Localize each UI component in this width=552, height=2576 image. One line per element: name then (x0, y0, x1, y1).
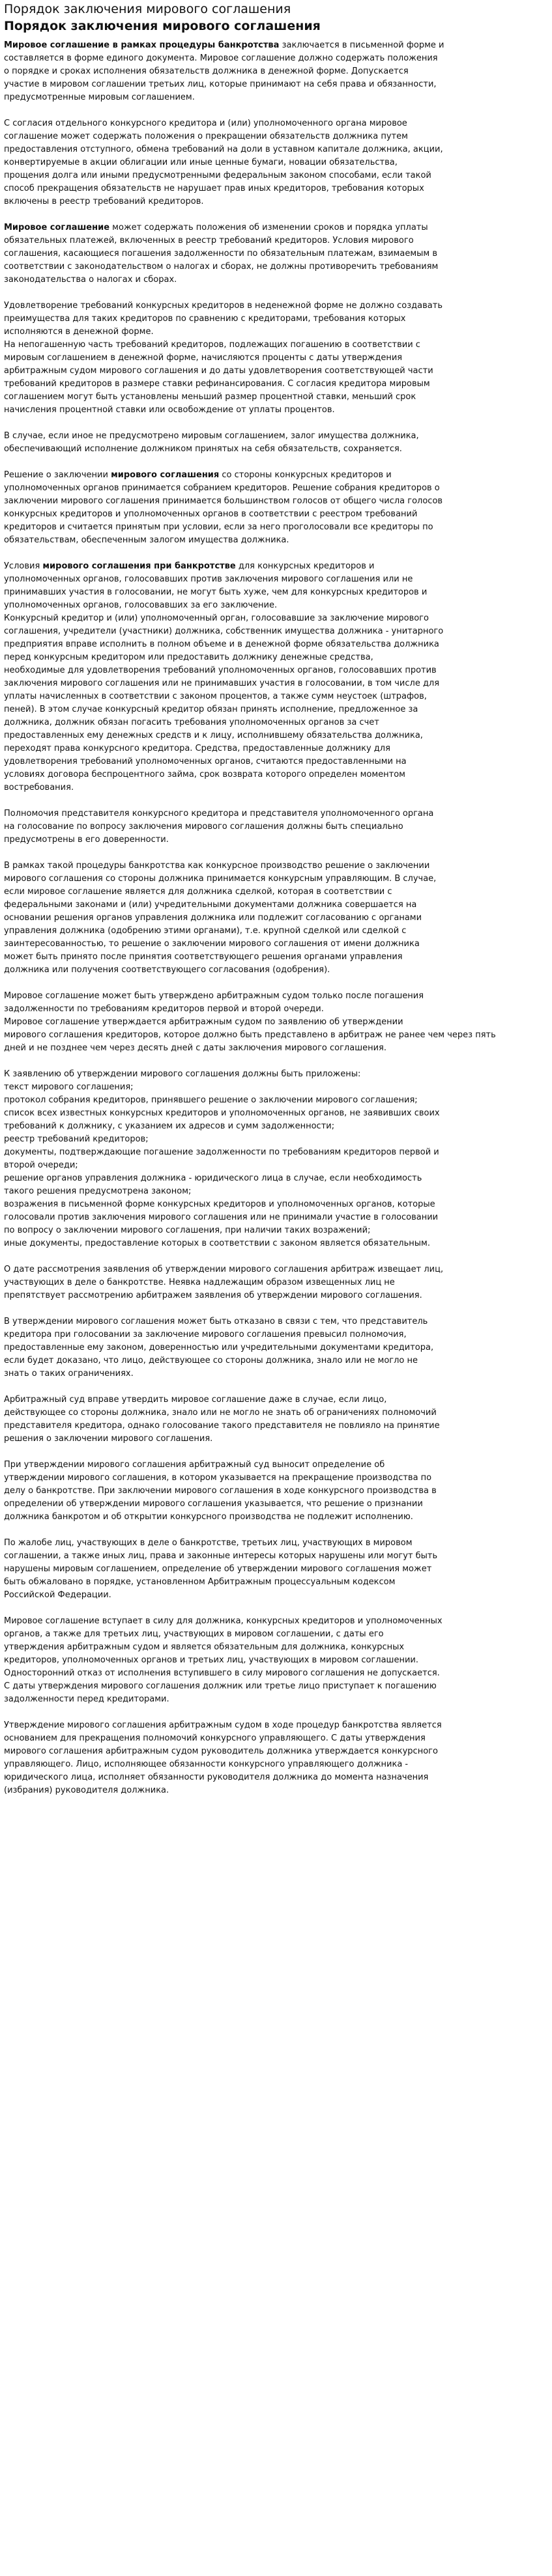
text-segment: законодательства о налогах и сборах. (4, 275, 177, 285)
text-line (4, 1563, 548, 1576)
text-line (4, 1081, 548, 1094)
text-segment: соответствии с законодательством о налогах и сборах, не должны противоречить требованиям (4, 262, 439, 272)
text-segment: второй очереди; (4, 1160, 78, 1170)
text-line (4, 469, 548, 482)
paragraph (4, 807, 548, 847)
text-line (4, 430, 548, 443)
text-line (4, 860, 548, 873)
text-segment: дней и не позднее чем через десять дней с даты заключения мирового соглашения. (4, 1043, 386, 1053)
text-segment: соглашения, учредители (участники) должника, собственник имущества должника - унитарного (4, 626, 444, 636)
text-segment: С согласия отдельного конкурсного кредитора и (или) уполномоченного органа мировое (4, 119, 407, 128)
text-line (4, 1433, 548, 1446)
text-line (4, 143, 548, 156)
text-segment: Условия (4, 561, 43, 571)
text-line (4, 1224, 548, 1237)
text-line (4, 52, 548, 65)
text-line (4, 1029, 548, 1042)
paragraph (4, 1459, 548, 1524)
text-segment: заключается в письменной форме и (279, 40, 444, 50)
text-segment: соглашении, а также иных лиц, права и законные интересы которых нарушены или могут быть (4, 1551, 438, 1561)
text-segment: управляющего. Лицо, исполняющее обязанности конкурсного управляющего должника - (4, 1759, 409, 1769)
text-line (4, 91, 548, 104)
text-line (4, 781, 548, 794)
text-segment: На непогашенную часть требований кредиторов, подлежащих погашению в соответствии с (4, 340, 420, 350)
bold-term: мирового соглашения (111, 470, 220, 480)
text-segment: документы, подтверждающие погашение задолженности по требованиям кредиторов первой и (4, 1147, 439, 1157)
text-segment: задолженности по требованиям кредиторов первой и второй очереди. (4, 1004, 324, 1014)
paragraph (4, 1537, 548, 1602)
text-segment: перед конкурсным кредитором или предоставить должнику денежные средства, (4, 652, 373, 662)
paragraph (4, 300, 548, 417)
text-line (4, 1732, 548, 1745)
text-segment: управления должника (одобрению этими органами), т.е. крупной сделкой или сделкой с (4, 926, 407, 936)
text-segment: нарушены мировым соглашением, определение об утверждении мирового соглашения может (4, 1564, 432, 1574)
text-segment: мировым соглашением в денежной форме, начисляются проценты с даты утверждения (4, 353, 403, 363)
text-segment: текст мирового соглашения; (4, 1082, 134, 1092)
text-segment: должника, должник обязан погасить требования уполномоченных органов за счет (4, 718, 379, 727)
text-line (4, 273, 548, 287)
bold-term: Мировое соглашение в рамках процедуры банкротства (4, 40, 280, 50)
text-segment: мирового соглашения кредиторов, которое должно быть представлено в арбитраж не ранее чем через пять (4, 1030, 496, 1040)
text-line (4, 365, 548, 378)
text-segment: для конкурсных кредиторов и (235, 561, 375, 571)
text-line (4, 117, 548, 130)
text-segment: По жалобе лиц, участвующих в деле о банкротстве, третьих лиц, участвующих в мировом (4, 1538, 413, 1548)
text-line (4, 1550, 548, 1563)
text-line (4, 221, 548, 234)
text-segment: В рамках такой процедуры банкротства как конкурсное производство решение о заключении (4, 861, 430, 871)
text-segment: кредиторов и считается принятым при условии, если за него проголосовали все кредиторы по (4, 522, 433, 532)
text-segment: конкурсных кредиторов и уполномоченных органов в соответствии с реестром требований (4, 509, 418, 519)
text-segment: протокол собрания кредиторов, принявшего решение о заключении мирового соглашения; (4, 1095, 418, 1105)
text-line (4, 938, 548, 951)
text-segment: арбитражным судом мирового соглашения и до даты удовлетворения соответствующей части (4, 366, 433, 376)
paragraph (4, 1068, 548, 1250)
text-line (4, 495, 548, 508)
text-line (4, 521, 548, 534)
text-segment: предоставленные ему законом, доверенностью или учредительными документами кредитора, (4, 1343, 434, 1352)
text-line (4, 886, 548, 899)
text-line (4, 1276, 548, 1289)
text-segment: востребования. (4, 783, 74, 792)
bold-term: мирового соглашения при банкротстве (42, 561, 236, 571)
text-line (4, 1289, 548, 1302)
text-segment: предусмотрены в его доверенности. (4, 835, 169, 845)
text-line (4, 1771, 548, 1784)
text-line (4, 677, 548, 690)
text-line (4, 1341, 548, 1354)
text-line (4, 651, 548, 664)
text-segment: составляется в форме единого документа. Мировое соглашение должно содержать положения (4, 53, 438, 63)
text-segment: уполномоченных органов, голосовавших против заключения мирового соглашения или не (4, 574, 413, 584)
paragraph (4, 1315, 548, 1380)
text-line (4, 508, 548, 521)
text-line (4, 1263, 548, 1276)
text-segment: участвующих в деле о банкротстве. Неявка надлежащим образом извещенных лиц не (4, 1278, 395, 1287)
paragraph (4, 221, 548, 287)
text-line (4, 300, 548, 313)
text-segment: Российской Федерации. (4, 1590, 111, 1600)
text-segment: Арбитражный суд вправе утвердить мировое соглашение даже в случае, если лицо, (4, 1395, 387, 1405)
text-segment: Мировое соглашение может быть утверждено арбитражным судом только после погашения (4, 991, 424, 1001)
text-segment: утверждения арбитражным судом и является обязательным для должника, конкурсных (4, 1642, 405, 1652)
text-line (4, 820, 548, 833)
text-line (4, 169, 548, 182)
text-segment: может содержать положения об изменении сроков и порядка уплаты (109, 223, 428, 232)
text-line (4, 1667, 548, 1680)
text-line (4, 156, 548, 169)
text-segment: федеральными законами и (или) учредительными документами должника совершается на (4, 900, 417, 910)
text-line (4, 352, 548, 365)
text-segment: мирового соглашения арбитражным судом руководитель должника утверждается конкурсного (4, 1746, 438, 1756)
text-line (4, 638, 548, 651)
text-line (4, 612, 548, 625)
text-line (4, 755, 548, 768)
text-segment: Полномочия представителя конкурсного кредитора и представителя уполномоченного органа (4, 809, 434, 819)
paragraph (4, 1263, 548, 1302)
text-line (4, 378, 548, 391)
text-line (4, 925, 548, 938)
text-line (4, 313, 548, 326)
text-segment: кредиторов, уполномоченных органов и третьих лиц, участвующих в мировом соглашении. (4, 1655, 418, 1665)
paragraph (4, 990, 548, 1055)
text-segment: должника или получения соответствующего согласования (одобрения). (4, 965, 330, 975)
text-line (4, 39, 548, 52)
text-line (4, 599, 548, 612)
text-line (4, 664, 548, 677)
text-line (4, 1094, 548, 1107)
text-segment: представителя кредитора, однако голосование такого представителя не повлияло на принятие (4, 1421, 440, 1431)
text-line (4, 1615, 548, 1628)
text-line (4, 326, 548, 339)
text-line (4, 1459, 548, 1472)
text-line (4, 1576, 548, 1589)
text-line (4, 873, 548, 886)
text-line (4, 1589, 548, 1602)
text-segment: быть обжаловано в порядке, установленном Арбитражным процессуальным кодексом (4, 1577, 396, 1587)
paragraph (4, 117, 548, 208)
text-segment: С даты утверждения мирового соглашения должник или третье лицо приступает к погашению (4, 1681, 437, 1691)
text-segment: основании решения органов управления должника или подлежит согласованию с органами (4, 913, 422, 923)
text-line (4, 1016, 548, 1029)
text-segment: такого решения предусмотрена законом; (4, 1186, 192, 1196)
text-segment: возражения в письменной форме конкурсных кредиторов и уполномоченных органов, которые (4, 1199, 435, 1209)
text-segment: удовлетворения требований уполномоченных органов, считаются предоставленными на (4, 757, 407, 766)
text-line (4, 1172, 548, 1185)
text-segment: препятствует рассмотрению арбитражем заявления об утверждении мирового соглашения. (4, 1291, 422, 1300)
text-segment: К заявлению об утверждении мирового соглашения должны быть приложены: (4, 1069, 361, 1079)
text-line (4, 1159, 548, 1172)
text-segment: Мировое соглашение вступает в силу для должника, конкурсных кредиторов и уполномоченных (4, 1616, 443, 1626)
text-line (4, 1003, 548, 1016)
text-segment: если мировое соглашение является для должника сделкой, которая в соответствии с (4, 887, 392, 897)
text-line (4, 1498, 548, 1511)
text-line (4, 768, 548, 781)
text-segment: начисления процентной ставки или освобождение от уплаты процентов. (4, 405, 335, 415)
text-segment: уплаты начисленных в соответствии с законом процентов, а также сумм неустоек (штрафов, (4, 692, 427, 701)
text-segment: пеней). В этом случае конкурсный кредитор обязан принять исполнение, предложенное за (4, 705, 418, 714)
text-segment: список всех известных конкурсных кредиторов и уполномоченных органов, не заявивших своих (4, 1108, 440, 1118)
text-segment: уполномоченных органов принимается собранием кредиторов. Решение собрания кредиторов о (4, 483, 440, 493)
text-segment: должника банкротом и об открытии конкурсного производства не подлежит исполнению. (4, 1512, 413, 1522)
text-line (4, 1641, 548, 1654)
text-line (4, 1407, 548, 1420)
text-segment: необходимые для удовлетворения требований уполномоченных органов, голосовавших против (4, 665, 437, 675)
text-line (4, 560, 548, 573)
text-line (4, 1211, 548, 1224)
text-line (4, 1315, 548, 1328)
text-segment: заключении мирового соглашения принимается большинством голосов от общего числа голосов (4, 496, 443, 506)
text-segment: делу о банкротстве. При заключении мирового соглашения в ходе конкурсного производства в (4, 1486, 437, 1496)
text-segment: по вопросу о заключении мирового соглашения, при наличии таких возражений; (4, 1225, 371, 1235)
text-line (4, 742, 548, 755)
text-segment: на голосование по вопросу заключения мирового соглашения должны быть специально (4, 822, 403, 832)
text-line (4, 65, 548, 78)
text-line (4, 1654, 548, 1667)
text-segment: способ прекращения обязательств не нарушает прав иных кредиторов, требования которых (4, 184, 424, 193)
text-line (4, 1237, 548, 1250)
text-segment: решение органов управления должника - юридического лица в случае, если необходимость (4, 1173, 422, 1183)
text-line (4, 833, 548, 847)
text-segment: исполняются в денежной форме. (4, 327, 154, 337)
text-line (4, 195, 548, 208)
text-segment: Решение о заключении (4, 470, 111, 480)
text-line (4, 625, 548, 638)
text-segment: если будет доказано, что лицо, действующее со стороны должника, знало или не могло не (4, 1356, 418, 1365)
text-segment: соглашением могут быть установлены меньший размер процентной ставки, меньший срок (4, 392, 416, 402)
paragraph (4, 1393, 548, 1446)
text-line (4, 690, 548, 703)
text-line (4, 1393, 548, 1407)
text-segment: О дате рассмотрения заявления об утверждении мирового соглашения арбитраж извещает лиц, (4, 1265, 444, 1274)
text-line (4, 1120, 548, 1133)
text-segment: В случае, если иное не предусмотрено мировым соглашением, залог имущества должника, (4, 431, 419, 441)
bold-term: Мировое соглашение (4, 223, 110, 232)
text-segment: требований к должнику, с указанием их адресов и сумм задолженности; (4, 1121, 335, 1131)
text-line (4, 586, 548, 599)
text-line (4, 78, 548, 91)
text-segment: При утверждении мирового соглашения арбитражный суд выносит определение об (4, 1460, 385, 1470)
text-segment: мирового соглашения со стороны должника принимается конкурсным управляющим. В случае, (4, 874, 437, 884)
text-segment: участие в мировом соглашении третьих лиц, которые принимают на себя права и обязанности, (4, 79, 437, 89)
text-line (4, 1719, 548, 1732)
text-line (4, 716, 548, 729)
text-segment: Односторонний отказ от исполнения вступившего в силу мирового соглашения не допускается. (4, 1668, 440, 1678)
text-segment: уполномоченных органов, голосовавших за его заключение. (4, 600, 278, 610)
text-segment: включены в реестр требований кредиторов. (4, 197, 204, 206)
text-line (4, 899, 548, 912)
text-segment: о порядке и сроках исполнения обязательств должника в денежной форме. Допускается (4, 66, 409, 76)
text-segment: со стороны конкурсных кредиторов и (219, 470, 392, 480)
text-segment: задолженности перед кредиторами. (4, 1694, 169, 1704)
text-line (4, 951, 548, 964)
text-segment: предоставления отступного, обмена требований на доли в уставном капитале должника, акции, (4, 145, 443, 154)
text-line (4, 130, 548, 143)
text-segment: обязательных платежей, включенных в реестр требований кредиторов. Условия мирового (4, 236, 414, 245)
text-segment: Удовлетворение требований конкурсных кредиторов в неденежной форме не должно создавать (4, 301, 443, 311)
text-line (4, 807, 548, 820)
text-segment: реестр требований кредиторов; (4, 1134, 149, 1144)
text-segment: соглашение может содержать положения о прекращении обязательств должника путем (4, 132, 408, 141)
text-line (4, 1198, 548, 1211)
text-line (4, 1420, 548, 1433)
text-line (4, 1511, 548, 1524)
paragraph (4, 1615, 548, 1706)
paragraph (4, 1719, 548, 1797)
text-line (4, 964, 548, 977)
text-segment: соглашения, касающиеся погашения задолженности по обязательным платежам, взимаемым в (4, 249, 437, 259)
paragraph (4, 430, 548, 456)
text-segment: голосовали против заключения мирового соглашения или не принимали участие в голосовании (4, 1212, 439, 1222)
text-segment: предприятия вправе исполнить в полном объеме и в денежной форме обязательства должника (4, 639, 439, 649)
text-line (4, 339, 548, 352)
text-line (4, 1628, 548, 1641)
text-line (4, 404, 548, 417)
text-segment: предусмотренные мировым соглашением. (4, 92, 195, 102)
text-line (4, 1758, 548, 1771)
text-segment: заинтересованностью, то решение о заключении мирового соглашения от имени должника (4, 939, 420, 949)
text-segment: решения о заключении мирового соглашения. (4, 1434, 213, 1444)
text-segment: определении об утверждении мирового соглашения указывается, что решение о признании (4, 1499, 423, 1509)
text-line (4, 1745, 548, 1758)
text-line (4, 234, 548, 247)
text-line (4, 247, 548, 260)
page-title: Порядок заключения мирового соглашения (4, 2, 291, 16)
text-line (4, 1146, 548, 1159)
text-segment: прощения долга или иными предусмотренными федеральным законом способами, если такой (4, 171, 431, 180)
text-line (4, 1328, 548, 1341)
text-line (4, 1185, 548, 1198)
text-line (4, 182, 548, 195)
text-line (4, 1133, 548, 1146)
text-segment: Мировое соглашение утверждается арбитражным судом по заявлению об утверждении (4, 1017, 403, 1027)
text-segment: действующее со стороны должника, знало или не могло не знать об ограничениях полномочий (4, 1408, 437, 1418)
text-segment: предоставленных ему денежных средств и к лицу, исполнившему обязательства должника, (4, 731, 423, 740)
text-line (4, 534, 548, 547)
text-line (4, 1784, 548, 1797)
text-line (4, 573, 548, 586)
text-line (4, 729, 548, 742)
text-segment: требований кредиторов в размере ставки рефинансирования. С согласия кредитора мировым (4, 379, 430, 389)
text-line (4, 990, 548, 1003)
text-line (4, 912, 548, 925)
text-segment: преимущества для таких кредиторов по сравнению с кредиторами, требования которых (4, 314, 406, 324)
text-segment: может быть принято после принятия соответствующего решения органами управления (4, 952, 403, 962)
text-line (4, 1485, 548, 1498)
text-segment: Конкурсный кредитор и (или) уполномоченный орган, голосовавшие за заключение мирового (4, 613, 429, 623)
paragraph (4, 860, 548, 977)
paragraph (4, 560, 548, 794)
text-line (4, 1693, 548, 1706)
text-segment: иные документы, предоставление которых в соответствии с законом является обязательным. (4, 1239, 430, 1248)
text-line (4, 1068, 548, 1081)
text-line (4, 1042, 548, 1055)
text-segment: органов, а также для третьих лиц, участвующих в мировом соглашении, с даты его (4, 1629, 384, 1639)
text-line (4, 482, 548, 495)
section-heading: Порядок заключения мирового соглашения (4, 19, 321, 33)
text-line (4, 443, 548, 456)
text-line (4, 1537, 548, 1550)
text-line (4, 260, 548, 273)
text-segment: Утверждение мирового соглашения арбитражным судом в ходе процедур банкротства является (4, 1720, 442, 1730)
text-segment: кредитора при голосовании за заключение мирового соглашения превысил полномочия, (4, 1330, 407, 1339)
paragraph (4, 39, 548, 104)
text-segment: заключения мирового соглашения или не принимавших участия в голосовании, в том числе для (4, 679, 440, 688)
text-segment: основанием для прекращения полномочий конкурсного управляющего. С даты утверждения (4, 1733, 426, 1743)
text-segment: конвертируемые в акции облигации или иные ценные бумаги, новации обязательства, (4, 158, 398, 167)
text-segment: обязательствам, обеспеченным залогом имущества должника. (4, 535, 289, 545)
text-segment: условиях договора беспроцентного займа, срок возврата которого определен моментом (4, 770, 405, 779)
text-segment: утверждении мирового соглашения, в котором указывается на прекращение производства по (4, 1473, 432, 1483)
text-segment: переходят права конкурсного кредитора. Средства, предоставленные должнику для (4, 744, 390, 753)
paragraph (4, 469, 548, 547)
text-line (4, 1367, 548, 1380)
text-segment: знать о таких ограничениях. (4, 1369, 134, 1379)
text-segment: (избрания) руководителя должника. (4, 1785, 169, 1795)
article-body (4, 39, 548, 1797)
text-line (4, 1107, 548, 1120)
text-line (4, 391, 548, 404)
text-line (4, 1472, 548, 1485)
text-line (4, 1354, 548, 1367)
text-line (4, 1680, 548, 1693)
text-segment: юридического лица, исполняет обязанности руководителя должника до момента назначения (4, 1772, 429, 1782)
text-segment: обеспечивающий исполнение должником принятых на себя обязательств, сохраняется. (4, 444, 402, 454)
text-segment: принимавших участия в голосовании, не могут быть хуже, чем для конкурсных кредиторов и (4, 587, 428, 597)
text-line (4, 703, 548, 716)
text-segment: В утверждении мирового соглашения может быть отказано в связи с тем, что представитель (4, 1317, 428, 1326)
